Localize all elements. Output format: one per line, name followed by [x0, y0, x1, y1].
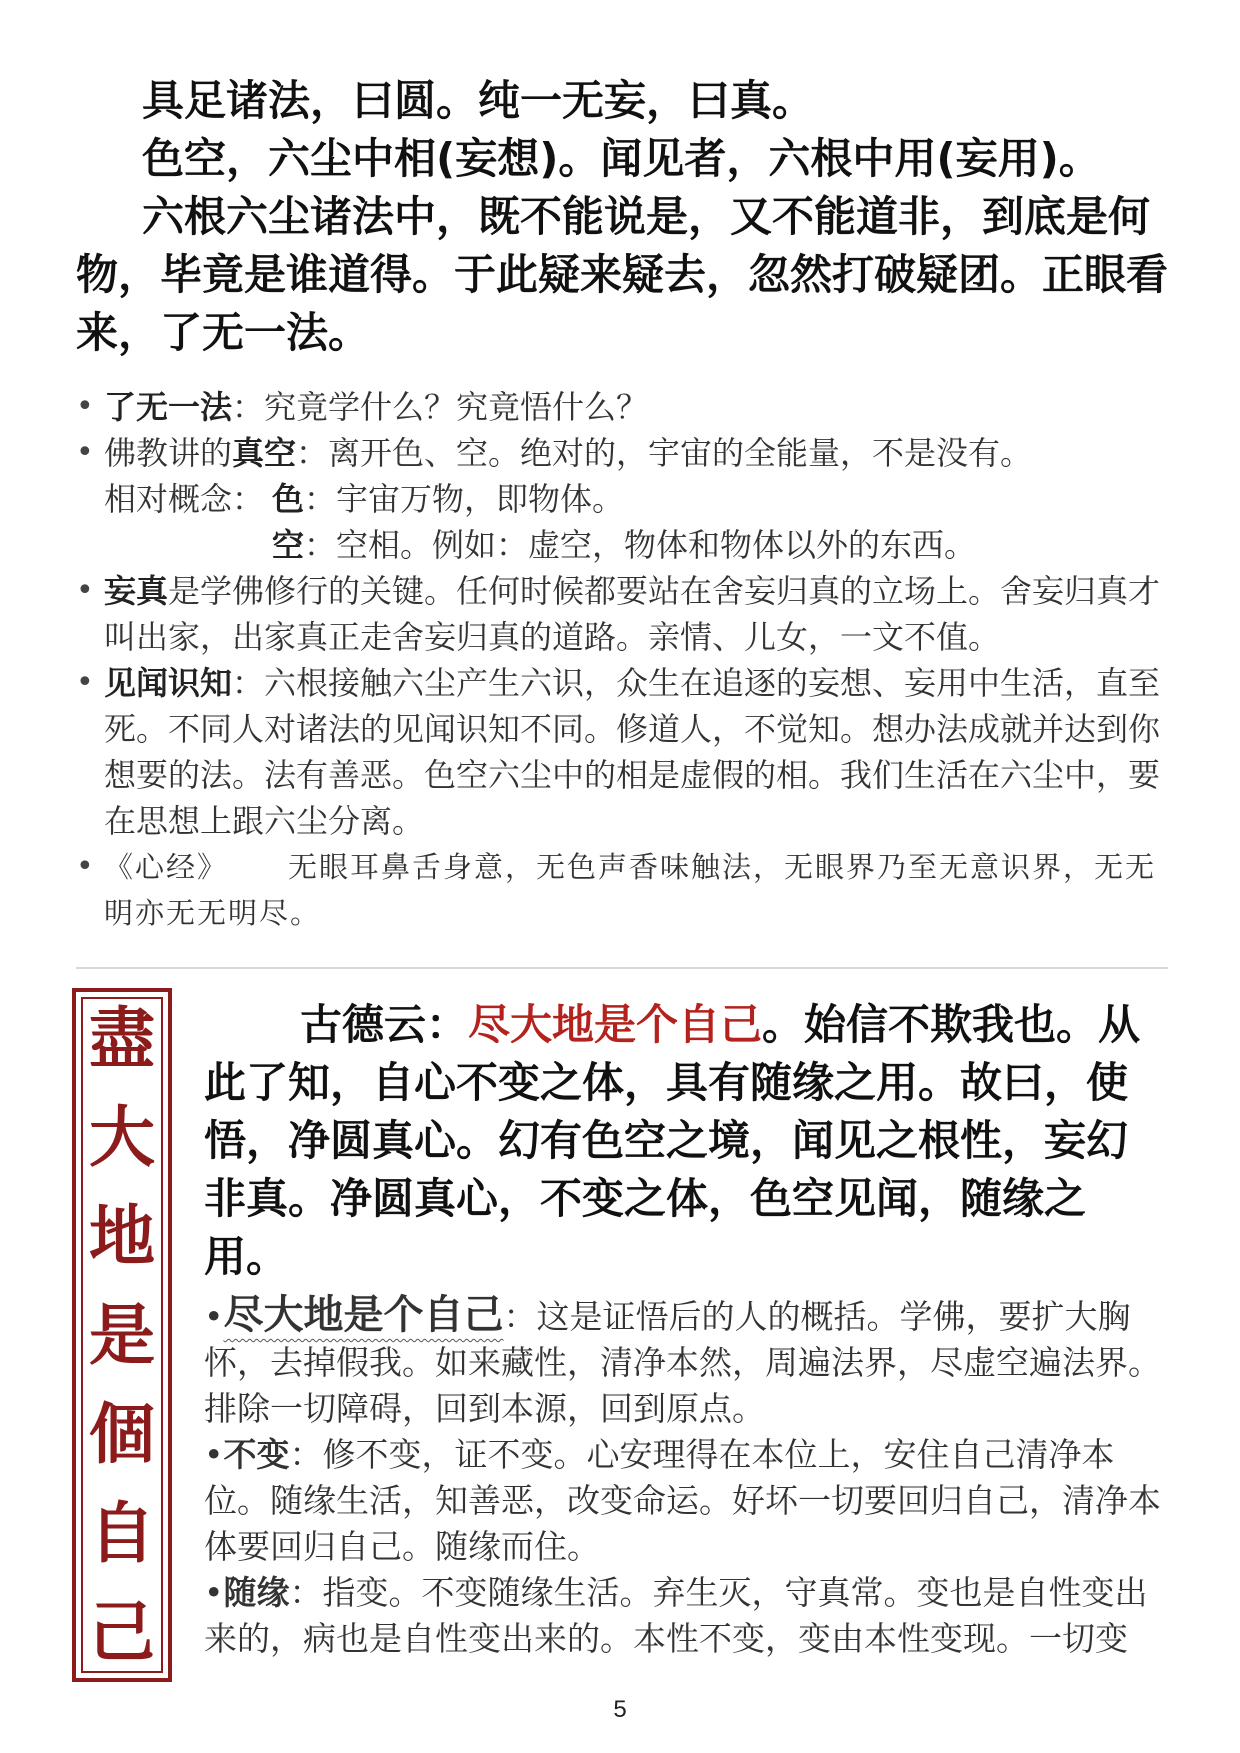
list-item: • 佛教讲的真空：离开色、空。绝对的，宇宙的全能量，不是没有。 相对概念： 色：宇宙万物，即物体。 空：空相。例如：虚空，物体和物体以外的东西。 [76, 430, 1176, 568]
seal-character: 盡 [89, 999, 155, 1077]
intro-paragraph: 具足诸法，曰圆。纯一无妄，曰真。 [142, 76, 815, 125]
commentary-item: •尽大地是个自己：这是证悟后的人的概括。学佛，要扩大胸怀，去掉假我。如来藏性，清净本然，周遍法界，尽虚空遍法界。排除一切障碍，回到本源，回到原点。 [204, 1292, 1161, 1428]
list-item: • 了无一法：究竟学什么？究竟悟什么？ [76, 384, 1176, 430]
commentary [204, 1292, 1164, 1662]
list-item: • 见闻识知：六根接触六尘产生六识，众生在追逐的妄想、妄用中生活，直至死。不同人对诸法的见闻识知不同。修道人，不觉知。想办法成就并达到你想要的法。法有善恶。色空六尘中的相是虚假的相。我们生活在六尘中，要在思想上跟六尘分离。 [76, 660, 1176, 844]
main-paragraph: 古德云：尽大地是个自己。始信不欺我也。从此了知，自心不变之体，具有随缘之用。故曰，使悟，净圆真心。幻有色空之境，闻见之根性，妄幻非真。净圆真心，不变之体，色空见闻，随缘之用。 [204, 1000, 1141, 1281]
relative-concept-row: 相对概念： 色：宇宙万物，即物体。 [104, 480, 625, 518]
seal-character: 是 [89, 1296, 155, 1374]
list-item: • 妄真是学佛修行的关键。任何时候都要站在舍妄归真的立场上。舍妄归真才叫出家，出家真正走舍妄归真的道路。亲情、儿女，一文不值。 [76, 568, 1176, 660]
seal-character: 自 [89, 1494, 155, 1572]
relative-concept-row: 空：空相。例如：虚空，物体和物体以外的东西。 [272, 526, 977, 564]
term: 尽大地是个自己 [223, 1292, 504, 1338]
term: 不变 [223, 1435, 290, 1474]
seal-stamp [72, 988, 172, 1682]
intro-paragraphs [76, 72, 1186, 362]
intro-paragraph: 色空，六尘中相(妄想)。闻见者，六根中用(妄用)。 [142, 134, 1101, 183]
seal-character: 大 [89, 1098, 155, 1176]
seal-character: 個 [89, 1395, 155, 1473]
term: 见闻识知 [104, 664, 233, 702]
seal-character: 地 [89, 1197, 155, 1275]
term: 真空 [232, 434, 297, 472]
commentary-item: •随缘：指变。不变随缘生活。弃生灭，守真常。变也是自性变出来的，病也是自性变出来的。本性不变，变由本性变现。一切变 [204, 1573, 1148, 1658]
sutra-quote: • 《心经》 无眼耳鼻舌身意，无色声香味触法，无眼界乃至无意识界，无无明亦无无明尽。 [76, 844, 1176, 936]
page-number: 5 [613, 1696, 627, 1723]
main-passage [204, 996, 1164, 1286]
term: 了无一法 [104, 388, 233, 426]
term: 随缘 [223, 1573, 290, 1612]
intro-paragraph: 六根六尘诸法中，既不能说是，又不能道非，到底是何物，毕竟是谁道得。于此疑来疑去，忽然打破疑团。正眼看来，了无一法。 [76, 192, 1169, 357]
highlight-text: 尽大地是个自己 [468, 1000, 763, 1049]
commentary-item: •不变：修不变，证不变。心安理得在本位上，安住自己清净本位。随缘生活，知善恶，改变命运。好坏一切要回归自己，清净本体要回归自己。随缘而住。 [204, 1435, 1161, 1566]
notes-list [76, 384, 1176, 936]
seal-character: 己 [89, 1593, 155, 1671]
term: 妄真 [104, 572, 169, 610]
divider [76, 967, 1168, 969]
